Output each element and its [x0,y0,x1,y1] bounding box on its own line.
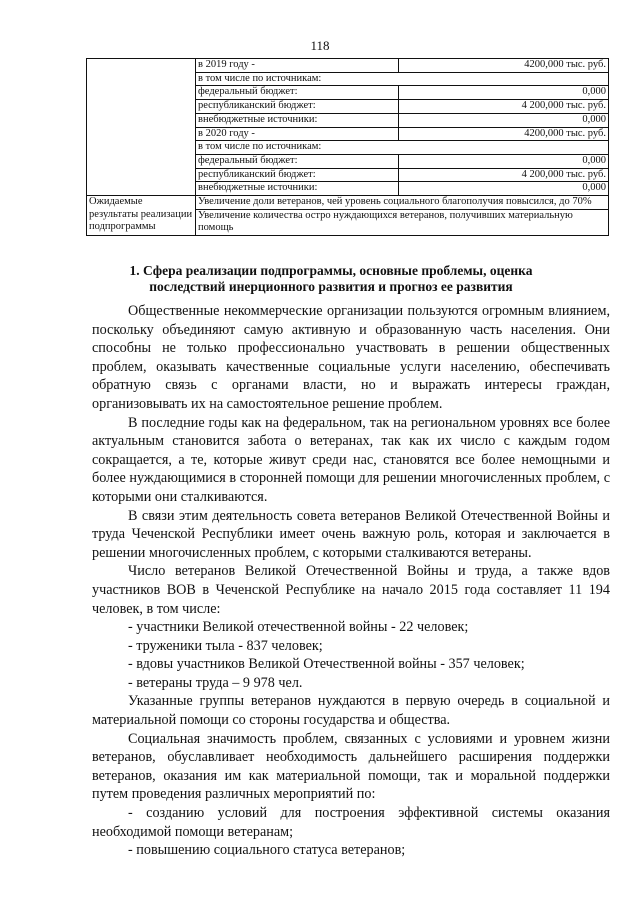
row-value: 0,000 [399,154,609,168]
row-label: федеральный бюджет: [196,154,399,168]
empty-cell [87,59,196,196]
paragraph: Общественные некоммерческие организации пользуются огромным влиянием, поскольку объединяют самую активную и образованную часть населения. Они способны не только профессионально участвовать в решении общественных проблем, оказывать качественные социальные услуги населению, обеспечивать обратную связь с органами власти, но и выражать интересы граждан, организовывать их на самостоятельное решение проблем. [92,303,610,412]
list-item: - труженики тыла - 837 человек; [128,637,323,654]
row-label: в том числе по источникам: [196,141,609,155]
row-value: 4200,000 тыс. руб. [399,127,609,141]
row-label: федеральный бюджет: [196,86,399,100]
row-label: в 2020 году - [196,127,399,141]
list-item: - созданию условий для построения эффективной системы оказания необходимой помощи ветеранам; [92,805,610,840]
list-item: - вдовы участников Великой Отечественной войны - 357 человек; [128,656,525,673]
row-label: внебюджетные источники: [196,113,399,127]
row-label: республиканский бюджет: [196,100,399,114]
paragraph: В связи этим деятельность совета ветеранов Великой Отечественной Войны и труда Чеченской Республики имеет очень важную роль, которая и заключается в решении многочисленных проблем, с которыми сталкиваются ветераны. [92,507,610,561]
row-value: 0,000 [399,113,609,127]
list-item: - ветераны труда – 9 978 чел. [128,674,303,691]
results-header: Ожидаемые результаты реализации подпрограммы [87,196,196,236]
table-row [87,59,609,73]
row-value: 4200,000 тыс. руб. [399,59,609,73]
paragraph: Социальная значимость проблем, связанных с условиями и уровнем жизни ветеранов, обуславливает необходимость дальнейшего расширения поддержки ветеранов, оказания им как материальной помощи, так и моральной поддержки путем проведения различных мероприятий по: [92,730,610,803]
body-text [92,302,610,860]
result-item: Увеличение доли ветеранов, чей уровень социального благополучия повысился, до 70% [196,196,609,210]
row-value: 0,000 [399,182,609,196]
paragraph: Число ветеранов Великой Отечественной Войны и труда, а также вдов участников ВОВ в Чеченской Республике на начало 2015 года составляет 11 194 человек, в том числе: [92,563,610,617]
paragraph: В последние годы как на федеральном, так на региональном уровнях все более актуальным становится забота о ветеранах, так как их число с каждым годом сокращается, а те, которые живут среди нас, становятся все более немощными и более нуждающимися в сторонней помощи для решении многочисленных проблем, с которыми они сталкиваются. [92,414,610,505]
finance-table [86,58,609,236]
paragraph: Указанные группы ветеранов нуждаются в первую очередь в социальной и материальной помощи со стороны государства и общества. [92,693,610,729]
row-label: республиканский бюджет: [196,168,399,182]
row-label: внебюджетные источники: [196,182,399,196]
list-item: - участники Великой отечественной войны - 22 человек; [128,619,469,636]
list-item: - повышению социального статуса ветеранов; [128,842,406,859]
row-value: 0,000 [399,86,609,100]
row-value: 4 200,000 тыс. руб. [399,168,609,182]
table-row [87,196,609,210]
row-label: в 2019 году - [196,59,399,73]
section-title: 1. Сфера реализации подпрограммы, основные проблемы, оценка последствий инерционного развития и прогноз ее развития [129,263,533,294]
result-item: Увеличение количества остро нуждающихся ветеранов, получивших материальную помощь [196,209,609,235]
row-value: 4 200,000 тыс. руб. [399,100,609,114]
row-label: в том числе по источникам: [196,72,609,86]
page-number: 118 [310,38,330,53]
